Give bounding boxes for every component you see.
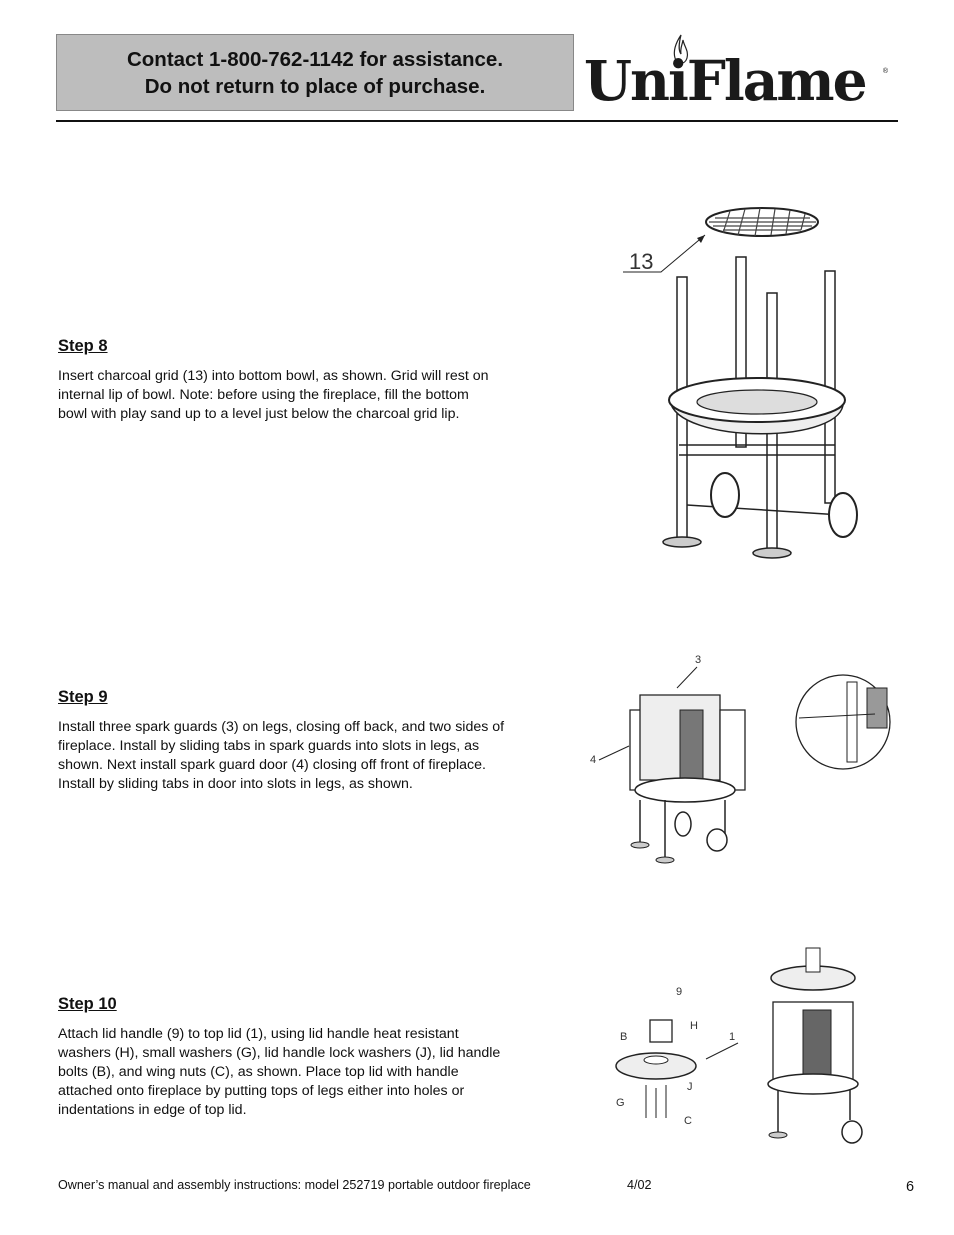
step-9-line: Install three spark guards (3) on legs, closing off back, and two sides of	[58, 719, 505, 735]
step-9-illustration	[585, 650, 895, 865]
step-8-line: internal lip of bowl. Note: before using the fireplace, fill the bottom	[58, 387, 469, 403]
step-8-title: Step 8	[58, 337, 108, 355]
step-8-illustration	[615, 205, 875, 565]
step-10-body	[58, 1025, 563, 1120]
footer-date: 4/02	[627, 1178, 652, 1192]
step-8-line: bowl with play sand up to a level just below the charcoal grid lip.	[58, 406, 460, 422]
figure-label: B	[620, 1031, 628, 1043]
step-10-title: Step 10	[58, 995, 117, 1013]
step-9-body	[58, 718, 563, 794]
figure-label: 9	[676, 986, 683, 998]
uniflame-logo	[584, 34, 890, 114]
step-10-line: attached onto fireplace by putting tops of legs either into holes or	[58, 1083, 465, 1099]
step-9-title: Step 9	[58, 688, 108, 706]
figure-label: G	[616, 1097, 625, 1109]
figure-label: C	[684, 1115, 692, 1127]
figure-label: H	[690, 1020, 698, 1032]
figure-label: 1	[729, 1031, 736, 1043]
step-10-line: bolts (B), and wing nuts (C), as shown. Place top lid with handle	[58, 1064, 459, 1080]
page-number: 6	[906, 1179, 915, 1195]
step-9-line: Install by sliding tabs in door into slots in legs, as shown.	[58, 776, 413, 792]
step-10-illustration	[610, 940, 880, 1150]
header-divider	[56, 120, 898, 122]
logo-wordmark: UniFlame	[584, 48, 866, 113]
figure-label: 4	[590, 754, 597, 766]
contact-phone-line: Contact 1-800-762-1142 for assistance.	[126, 47, 504, 71]
footer-manual-text: Owner’s manual and assembly instructions: model 252719 portable outdoor fireplace	[58, 1178, 531, 1192]
figure-label: J	[687, 1081, 693, 1093]
step-9-line: shown. Next install spark guard door (4) closing off front of fireplace.	[58, 757, 486, 773]
contact-return-line: Do not return to place of purchase.	[144, 74, 486, 98]
figure-label: 13	[629, 249, 654, 274]
step-10-line: washers (H), small washers (G), lid handle lock washers (J), lid handle	[58, 1045, 501, 1061]
registered-mark: ®	[882, 68, 888, 75]
step-9-line: fireplace. Install by sliding tabs in spark guards into slots in legs, as	[58, 738, 480, 754]
figure-label: 3	[695, 654, 702, 666]
step-8-body	[58, 367, 563, 424]
contact-banner	[56, 34, 574, 111]
step-8-line: Insert charcoal grid (13) into bottom bowl, as shown. Grid will rest on	[58, 368, 489, 384]
step-10-line: Attach lid handle (9) to top lid (1), using lid handle heat resistant	[58, 1026, 459, 1042]
step-10-line: indentations in edge of top lid.	[58, 1102, 247, 1118]
